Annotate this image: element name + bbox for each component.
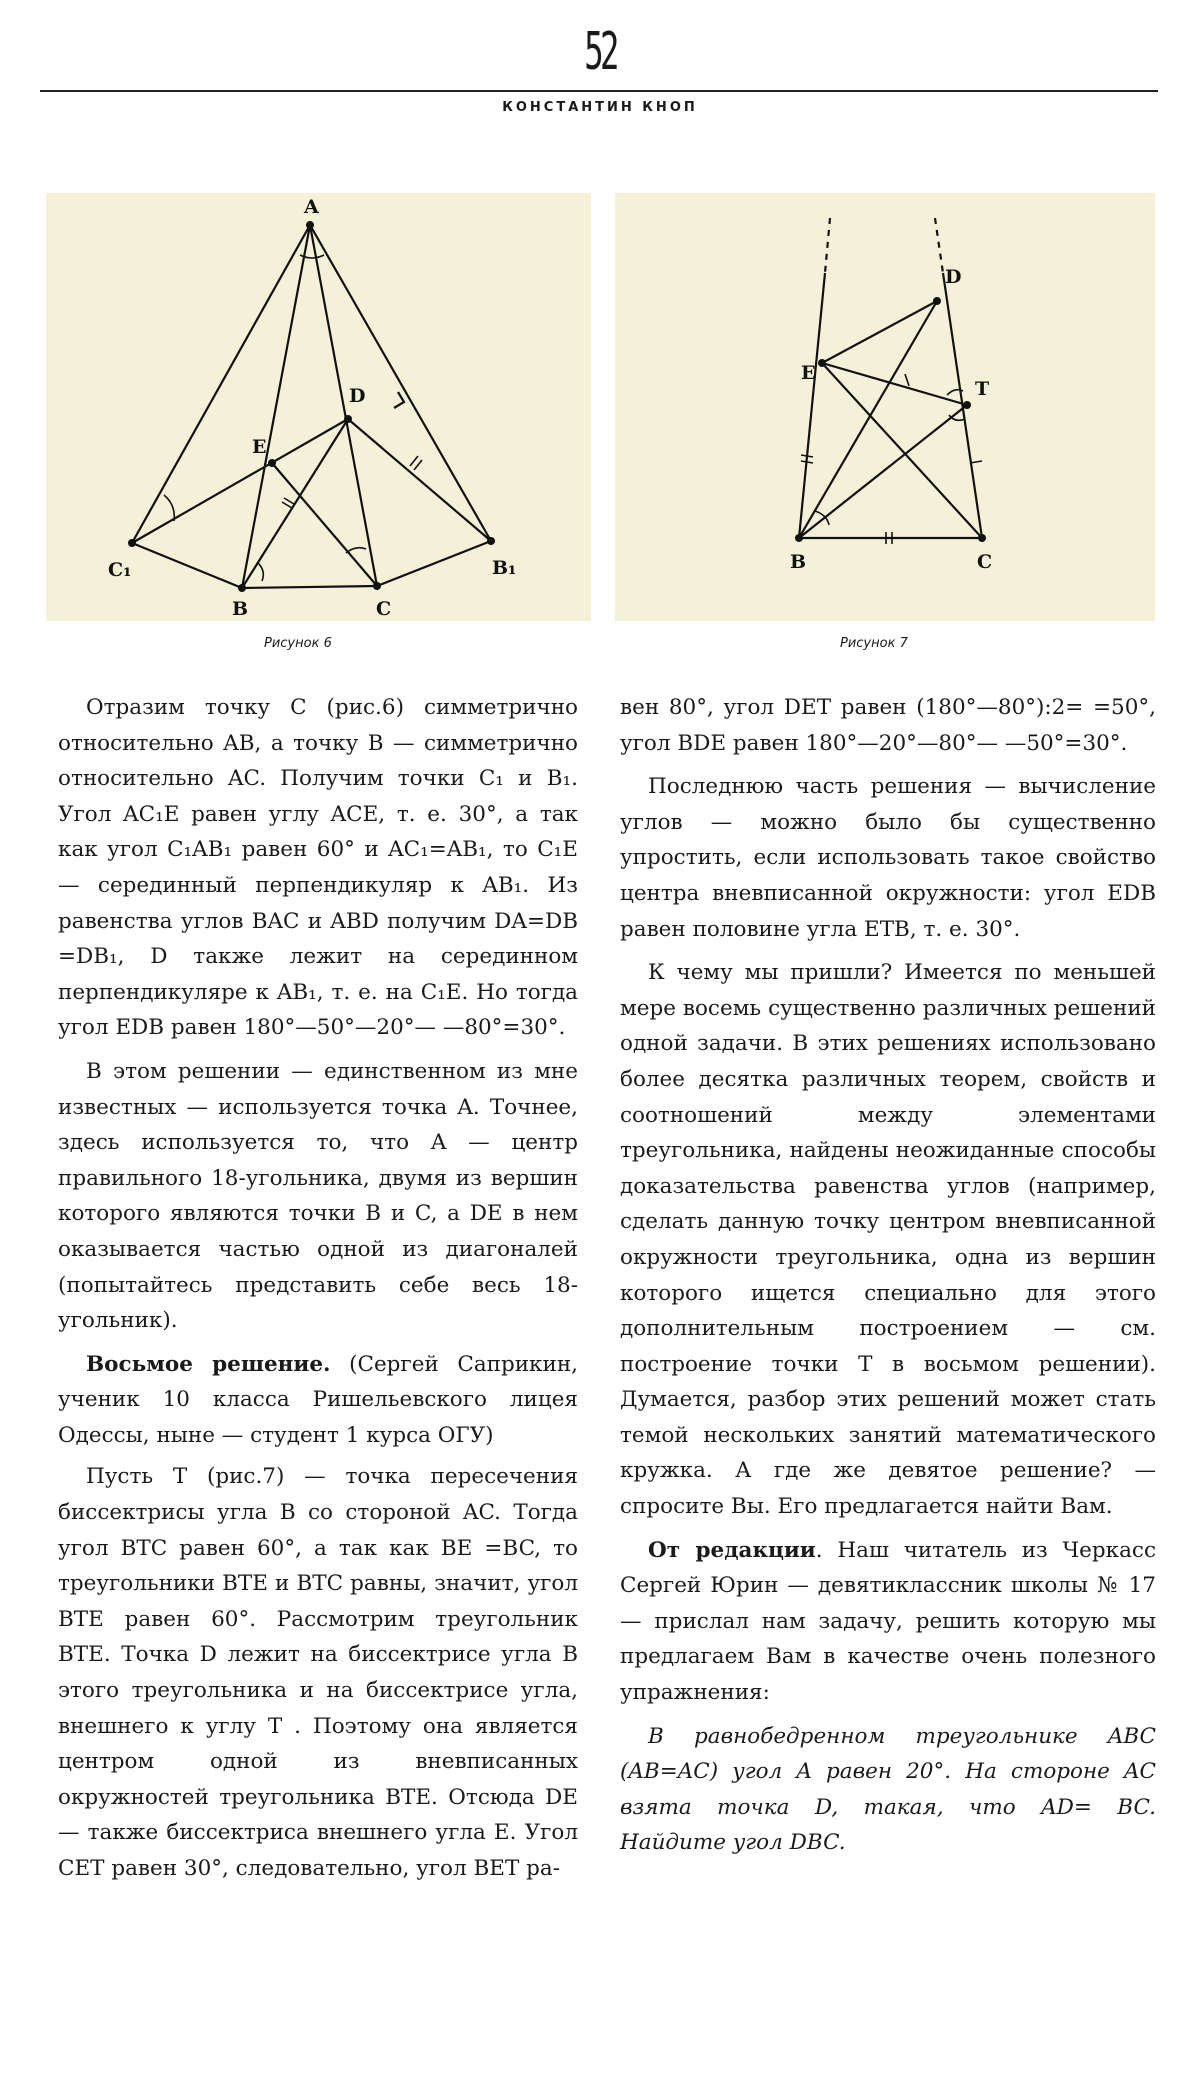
label-T: T [975, 378, 990, 400]
header-rule [40, 90, 1158, 92]
segment-AC [310, 225, 377, 586]
right-paragraph-2: Последнюю часть решения — вычисление углов — можно было бы существенно упростить, если использовать такое свойство центра вневписанной окружности: угол EDB равен половине угла ETB, т. е. 30°. [620, 774, 1156, 942]
label-D: D [349, 385, 366, 407]
figure-7-diagram [615, 193, 1155, 621]
figure-7 [615, 193, 1155, 621]
tick-mark-2 [282, 502, 292, 508]
point-D [933, 297, 941, 305]
point-E [818, 359, 826, 367]
point-B [795, 534, 803, 542]
label-C1: C₁ [108, 559, 132, 581]
left-paragraph-3 [58, 1347, 578, 1454]
point-C1 [128, 539, 136, 547]
label-E: E [801, 362, 816, 384]
left-paragraph-1: Отразим точку С (рис.6) симметрично относительно AB, а точку B — симметрично относительно AC. Получим точки C₁ и B₁. Угол AC₁E равен углу ACE, т. е. 30°, а так как угол C₁AB₁ равен 60° и AC₁=AB₁, то C₁E — серединный перпендикуляр к AB₁. Из равенства углов BAC и ABD получим DA=DB =DB₁, D также лежит на серединном перпендикуляре к AB₁, т. е. на C₁E. Но тогда угол EDB равен 180°—50°—20°— —80°=30°. [58, 695, 578, 1041]
angle-arc-T2 [949, 415, 965, 420]
point-D [344, 415, 352, 423]
right-angle-mark [394, 392, 404, 408]
point-C [373, 582, 381, 590]
ray-dashed-left [825, 218, 830, 273]
segment-AB1 [310, 225, 491, 541]
right-paragraph-1: вен 80°, угол DET равен (180°—80°):2= =50°, угол BDE равен 180°—20°—80°— —50°=30°. [620, 695, 1156, 756]
right-paragraph-3: К чему мы пришли? Имеется по меньшей мере восемь существенно различных решений одной задачи. В этих решениях использовано более десятка различных теорем, свойств и соотношений между элементами треугольника, найдены неожиданные способы доказательства равенства углов (например, сделать данную точку центром вневписанной окружности треугольника, одна из вершин которого ищется специально для этого дополнительным построением — см. построение точки T в восьмом решении). Думается, разбор этих решений может стать темой нескольких занятий математического кружка. А где же девятое решение? — спросите Вы. Его предлагается найти Вам. [620, 960, 1156, 1520]
tick-BE-1 [801, 455, 813, 457]
tick-mark-1 [284, 498, 294, 504]
tick-mark-3 [410, 456, 418, 466]
editorial-title: От редакции [648, 1537, 816, 1563]
figure-6-diagram [46, 193, 591, 621]
point-A [306, 221, 314, 229]
label-C: C [376, 598, 392, 620]
label-B1: B₁ [492, 557, 517, 579]
page-number: 52 [584, 22, 616, 82]
point-B [238, 584, 246, 592]
label-D: D [945, 266, 962, 288]
segment-C1B [132, 543, 242, 588]
segment-EC [272, 463, 377, 586]
eighth-solution-title: Восьмое решение. [86, 1351, 331, 1377]
left-paragraph-2: В этом решении — единственном из мне известных — используется точка A. Точнее, здесь используется то, что A — центр правильного 18-угольника, двумя из вершин которого являются точки B и C, а DE в нем оказывается частью одной из диагоналей (попытайтесь представить себе весь 18-угольник). [58, 1058, 578, 1334]
right-paragraph-4 [620, 1533, 1156, 1711]
angle-arc-B [258, 563, 263, 581]
tick-ET [905, 374, 909, 386]
point-T [963, 401, 971, 409]
segment-C1D [132, 419, 348, 543]
left-column [58, 690, 578, 1895]
angle-arc-C1 [164, 495, 174, 521]
tick-mark-4 [414, 460, 422, 470]
eighth-solution-author: (Сергей Саприкин, ученик 10 класса Ришельевского лицея Одессы, ныне — студент 1 курса ОГУ) [58, 1351, 578, 1448]
figure-7-caption: Рисунок 7 [840, 636, 908, 651]
problem-statement: В равнобедренном треугольнике ABC (AB=AC) угол A равен 20°. На стороне AC взята точка D, такая, что AD= BC. Найдите угол DBC. [620, 1723, 1156, 1856]
segment-BT [799, 405, 967, 538]
right-paragraph-5 [620, 1719, 1156, 1861]
label-B: B [232, 598, 249, 620]
point-C [978, 534, 986, 542]
label-E: E [252, 436, 267, 458]
segment-BC [242, 586, 377, 588]
figure-6 [46, 193, 591, 621]
label-A: A [304, 196, 319, 218]
segment-CB1 [377, 541, 491, 586]
segment-AC1 [132, 225, 310, 543]
point-B1 [487, 537, 495, 545]
label-B: B [790, 551, 807, 573]
right-column [620, 690, 1156, 1869]
segment-DB1 [348, 419, 491, 541]
left-paragraph-4: Пусть T (рис.7) — точка пересечения биссектрисы угла B со стороной AC. Тогда угол BTC равен 60°, а так как BE =BC, то треугольники BTE и BTC равны, значит, угол BTE равен 60°. Рассмотрим треугольник BTE. Точка D лежит на биссектрисе угла B этого треугольника и на биссектрисе угла, внешнего к углу T . Поэтому она является центром одной из вневписанных окружностей треугольника BTE. Отсюда DE — также биссектриса внешнего угла E. Угол CET равен 30°, следовательно, угол BET ра- [58, 1464, 578, 1881]
ray-dashed-right [935, 218, 943, 273]
editorial-text: . Наш читатель из Черкасс Сергей Юрин — девятиклассник школы № 17 — прислал нам задачу, решить которую мы предлагаем Вам в качестве очень полезного упражнения: [620, 1537, 1157, 1706]
running-head: КОНСТАНТИН КНОП [502, 100, 698, 115]
point-E [268, 459, 276, 467]
segment-ET [822, 363, 967, 405]
tick-BE-2 [801, 461, 813, 463]
label-C: C [977, 551, 993, 573]
segment-CT-extended [943, 273, 982, 538]
figure-6-caption: Рисунок 6 [264, 636, 332, 651]
